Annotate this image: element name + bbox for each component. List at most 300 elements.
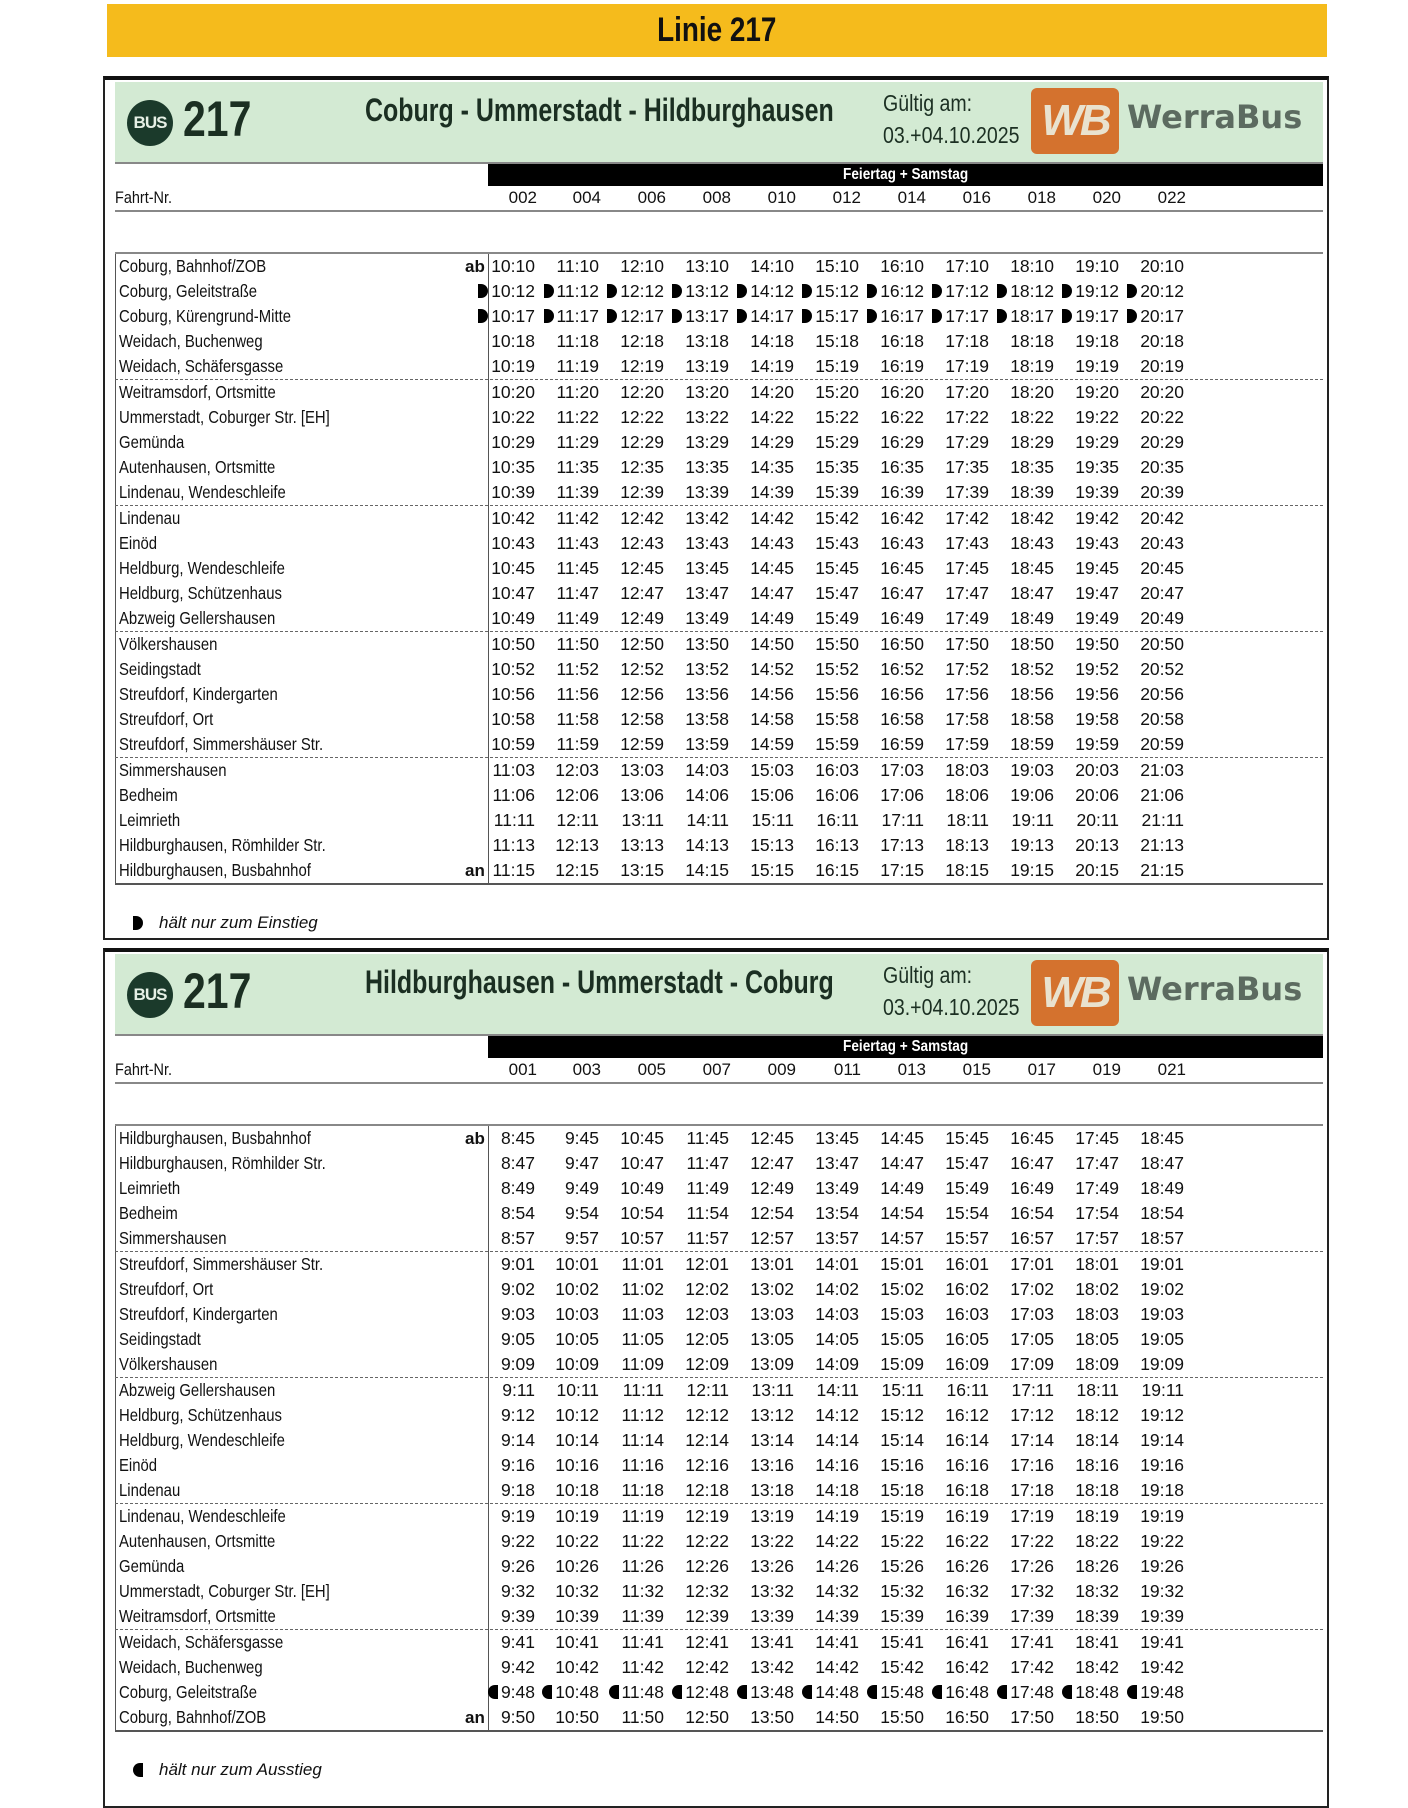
boarding-only-icon: [1127, 309, 1137, 323]
time-value: 10:09: [555, 1354, 599, 1374]
departure-time: [860, 331, 924, 352]
time-value: 12:11: [556, 810, 599, 830]
time-value: 19:12: [1140, 1405, 1184, 1425]
stop-name: Streufdorf, Ort: [119, 709, 214, 729]
departure-time: [1120, 331, 1184, 352]
table-row: [115, 430, 1323, 455]
time-value: 13:19: [685, 356, 729, 376]
trip-number: 011: [833, 1060, 861, 1079]
time-value: 16:18: [880, 331, 924, 351]
departure-time: [990, 760, 1054, 781]
time-value: 10:22: [555, 1531, 599, 1551]
departure-time: [990, 1329, 1054, 1350]
time-value: 13:15: [620, 860, 664, 880]
departure-time: [990, 1657, 1054, 1678]
time-value: 18:05: [1075, 1329, 1119, 1349]
departure-time: [990, 634, 1054, 655]
time-value: 20:29: [1140, 432, 1184, 452]
departure-time: [990, 1128, 1054, 1149]
time-value: 16:52: [880, 659, 924, 679]
departure-time: [535, 1380, 599, 1401]
time-value: 13:58: [685, 709, 729, 729]
departure-time: [990, 1279, 1054, 1300]
departure-time: [665, 1228, 729, 1249]
time-value: 18:49: [1140, 1178, 1184, 1198]
time-value: 20:52: [1140, 659, 1184, 679]
departure-time: [471, 659, 535, 680]
departure-time: [990, 659, 1054, 680]
time-value: 15:47: [815, 583, 859, 603]
departure-time: [600, 482, 664, 503]
time-value: 10:39: [555, 1606, 599, 1626]
time-value: 16:13: [815, 835, 859, 855]
time-value: 17:19: [1010, 1506, 1054, 1526]
departure-time: [535, 785, 599, 806]
time-value: 17:42: [1010, 1657, 1054, 1677]
departure-time: [1055, 1354, 1119, 1375]
departure-time: [730, 583, 794, 604]
time-value: 14:02: [815, 1279, 859, 1299]
time-value: 12:42: [685, 1657, 729, 1677]
time-value: 14:42: [750, 508, 794, 528]
stop-name: Leimrieth: [119, 1178, 181, 1198]
time-value: 16:35: [880, 457, 924, 477]
time-value: 17:20: [945, 382, 989, 402]
departure-time: [860, 457, 924, 478]
time-value: 9:39: [500, 1606, 535, 1626]
time-value: 20:43: [1140, 533, 1184, 553]
departure-time: [535, 256, 599, 277]
time-value: 17:22: [1010, 1531, 1054, 1551]
departure-time: [471, 1354, 535, 1375]
departure-time: [795, 734, 859, 755]
time-value: 20:03: [1075, 760, 1119, 780]
time-value: 17:45: [945, 558, 989, 578]
stop-name: Völkershausen: [119, 634, 218, 654]
departure-time: [860, 810, 924, 831]
time-value: 11:52: [556, 659, 599, 679]
departure-time: [600, 432, 664, 453]
time-value: 19:13: [1010, 835, 1054, 855]
time-value: 12:58: [620, 709, 664, 729]
time-value: 18:41: [1075, 1632, 1119, 1652]
departure-time: [665, 860, 729, 881]
time-value: 19:15: [1010, 860, 1054, 880]
departure-time: [471, 1128, 535, 1149]
departure-time: [600, 1556, 664, 1577]
time-value: 16:09: [945, 1354, 989, 1374]
departure-time: [471, 407, 535, 428]
time-value: 20:56: [1140, 684, 1184, 704]
stop-name: Simmershausen: [119, 760, 227, 780]
departure-time: [600, 1405, 664, 1426]
time-value: 11:59: [556, 734, 599, 754]
trip-number: 014: [897, 188, 926, 207]
departure-time: [471, 810, 535, 831]
calendar-label: Feiertag + Samstag: [842, 166, 969, 183]
departure-time: [1120, 1531, 1184, 1552]
time-value: 15:18: [880, 1480, 924, 1500]
departure-time: [795, 659, 859, 680]
time-value: 10:49: [620, 1178, 664, 1198]
departure-time: [471, 1405, 535, 1426]
time-value: 17:05: [1010, 1329, 1054, 1349]
departure-time: [471, 508, 535, 529]
time-value: 17:14: [1010, 1430, 1054, 1450]
departure-time: [990, 1380, 1054, 1401]
time-value: 16:15: [815, 860, 859, 880]
time-value: 18:18: [1010, 331, 1054, 351]
departure-time: [795, 1455, 859, 1476]
boarding-only-icon: [544, 284, 554, 298]
departure-time: [1055, 1304, 1119, 1325]
table-row: [115, 455, 1323, 480]
time-value: 11:39: [556, 482, 599, 502]
departure-time: [471, 356, 535, 377]
time-value: 15:01: [880, 1254, 924, 1274]
time-value: 15:45: [945, 1128, 989, 1148]
time-value: 10:20: [491, 382, 535, 402]
departure-time: [1120, 306, 1184, 327]
trip-number: 012: [832, 188, 861, 207]
departure-time: [795, 810, 859, 831]
time-value: 16:54: [1010, 1203, 1054, 1223]
departure-time: [990, 734, 1054, 755]
departure-time: [1120, 558, 1184, 579]
time-value: 13:42: [685, 508, 729, 528]
stop-name: Hildburghausen, Busbahnhof: [119, 1128, 311, 1148]
time-value: 13:45: [685, 558, 729, 578]
departure-time: [1120, 1178, 1184, 1199]
time-value: 16:10: [880, 256, 924, 276]
departure-time: [860, 634, 924, 655]
time-value: 15:19: [880, 1506, 924, 1526]
stop-name: Lindenau: [119, 1480, 181, 1500]
time-value: 13:32: [750, 1581, 794, 1601]
departure-time: [860, 1430, 924, 1451]
departure-time: [860, 1380, 924, 1401]
time-value: 16:11: [816, 810, 859, 830]
departure-time: [925, 482, 989, 503]
departure-time: [925, 1128, 989, 1149]
time-value: 17:52: [945, 659, 989, 679]
boarding-only-icon: [672, 284, 682, 298]
stop-flag: an: [465, 860, 485, 880]
time-value: 10:22: [491, 407, 535, 427]
departure-time: [535, 1632, 599, 1653]
time-value: 18:06: [945, 785, 989, 805]
departure-time: [471, 432, 535, 453]
departure-time: [665, 1153, 729, 1174]
departure-time: [1055, 810, 1119, 831]
time-value: 12:22: [620, 407, 664, 427]
departure-time: [860, 1632, 924, 1653]
departure-time: [1055, 1228, 1119, 1249]
time-value: 19:43: [1075, 533, 1119, 553]
time-value: 19:12: [1075, 281, 1119, 301]
departure-time: [1055, 1531, 1119, 1552]
departure-time: [795, 356, 859, 377]
time-value: 13:59: [685, 734, 729, 754]
time-value: 12:01: [685, 1254, 729, 1274]
departure-time: [471, 1632, 535, 1653]
time-value: 11:12: [621, 1405, 664, 1425]
departure-time: [471, 533, 535, 554]
time-value: 15:12: [815, 281, 859, 301]
departure-time: [471, 558, 535, 579]
departure-time: [1120, 835, 1184, 856]
departure-time: [600, 1228, 664, 1249]
time-value: 15:57: [945, 1228, 989, 1248]
time-value: 11:56: [556, 684, 599, 704]
time-value: 19:59: [1075, 734, 1119, 754]
boarding-only-icon: [997, 284, 1007, 298]
departure-time: [1055, 709, 1119, 730]
time-value: 12:09: [685, 1354, 729, 1374]
table-row: [115, 1176, 1323, 1201]
departure-time: [1055, 1153, 1119, 1174]
departure-time: [471, 1455, 535, 1476]
time-value: 9:45: [564, 1128, 599, 1148]
departure-time: [795, 1682, 859, 1703]
time-value: 17:43: [945, 533, 989, 553]
time-value: 10:11: [556, 1380, 599, 1400]
departure-time: [795, 634, 859, 655]
alighting-only-icon: [997, 1685, 1007, 1699]
time-value: 10:42: [491, 508, 535, 528]
departure-time: [990, 684, 1054, 705]
departure-time: [990, 1556, 1054, 1577]
departure-time: [730, 1581, 794, 1602]
departure-time: [990, 709, 1054, 730]
time-value: 17:35: [945, 457, 989, 477]
departure-time: [471, 281, 535, 302]
stop-name: Heldburg, Schützenhaus: [119, 583, 282, 603]
time-value: 12:14: [685, 1430, 729, 1450]
departure-time: [1120, 608, 1184, 629]
departure-time: [1120, 482, 1184, 503]
time-value: 16:59: [880, 734, 924, 754]
time-value: 9:18: [500, 1480, 535, 1500]
time-value: 15:50: [815, 634, 859, 654]
time-value: 15:49: [945, 1178, 989, 1198]
time-value: 13:05: [750, 1329, 794, 1349]
time-value: 19:47: [1075, 583, 1119, 603]
time-value: 12:50: [620, 634, 664, 654]
departure-time: [600, 1279, 664, 1300]
departure-time: [600, 1304, 664, 1325]
time-value: 19:41: [1140, 1632, 1184, 1652]
departure-time: [665, 1304, 729, 1325]
time-value: 11:47: [556, 583, 599, 603]
departure-time: [471, 306, 535, 327]
departure-time: [795, 1581, 859, 1602]
time-value: 14:52: [750, 659, 794, 679]
departure-time: [860, 860, 924, 881]
departure-time: [860, 1455, 924, 1476]
departure-time: [1055, 1506, 1119, 1527]
time-value: 14:11: [686, 810, 729, 830]
departure-time: [1120, 1506, 1184, 1527]
trip-number-row: [115, 1058, 1323, 1084]
table-row: [115, 1655, 1323, 1680]
departure-time: [795, 256, 859, 277]
time-value: 13:22: [750, 1531, 794, 1551]
time-value: 19:58: [1075, 709, 1119, 729]
departure-time: [1120, 1581, 1184, 1602]
time-value: 20:13: [1075, 835, 1119, 855]
departure-time: [925, 760, 989, 781]
departure-time: [795, 1405, 859, 1426]
departure-time: [600, 1506, 664, 1527]
time-value: 18:50: [1010, 634, 1054, 654]
departure-time: [860, 1203, 924, 1224]
stop-name: Bedheim: [119, 785, 178, 805]
time-value: 18:35: [1010, 457, 1054, 477]
time-value: 14:39: [815, 1606, 859, 1626]
time-value: 8:45: [500, 1128, 535, 1148]
time-value: 12:47: [750, 1153, 794, 1173]
time-value: 9:12: [500, 1405, 535, 1425]
departure-time: [1055, 1178, 1119, 1199]
departure-time: [1055, 1632, 1119, 1653]
departure-time: [600, 508, 664, 529]
time-value: 13:50: [685, 634, 729, 654]
page-title: Linie 217: [657, 11, 777, 49]
departure-time: [471, 1682, 535, 1703]
departure-time: [860, 407, 924, 428]
time-value: 20:35: [1140, 457, 1184, 477]
time-value: 17:49: [945, 608, 989, 628]
departure-time: [1055, 835, 1119, 856]
departure-time: [600, 1430, 664, 1451]
departure-time: [925, 1707, 989, 1728]
boarding-only-icon: [932, 309, 942, 323]
departure-time: [1120, 1228, 1184, 1249]
stop-name: Autenhausen, Ortsmitte: [119, 1531, 276, 1551]
time-value: 17:26: [1010, 1556, 1054, 1576]
time-value: 13:48: [750, 1682, 794, 1702]
time-value: 11:03: [621, 1304, 664, 1324]
time-value: 9:14: [500, 1430, 535, 1450]
time-value: 20:06: [1075, 785, 1119, 805]
departure-time: [600, 306, 664, 327]
departure-time: [535, 734, 599, 755]
departure-time: [795, 1279, 859, 1300]
time-value: 18:19: [1075, 1506, 1119, 1526]
time-value: 16:03: [815, 760, 859, 780]
departure-time: [665, 281, 729, 302]
time-value: 17:22: [945, 407, 989, 427]
departure-time: [795, 608, 859, 629]
stop-flag: an: [465, 1707, 485, 1727]
table-row: [115, 657, 1323, 682]
table-row: [115, 833, 1323, 858]
table-row: [115, 606, 1323, 632]
time-value: 15:09: [880, 1354, 924, 1374]
departure-time: [535, 810, 599, 831]
time-value: 14:32: [815, 1581, 859, 1601]
departure-time: [665, 835, 729, 856]
trip-number: 005: [637, 1060, 666, 1079]
departure-time: [990, 1606, 1054, 1627]
departure-time: [471, 860, 535, 881]
departure-time: [665, 1606, 729, 1627]
departure-time: [730, 533, 794, 554]
stop-name: Hildburghausen, Römhilder Str.: [119, 835, 326, 855]
departure-time: [535, 1405, 599, 1426]
departure-time: [925, 684, 989, 705]
time-value: 12:52: [620, 659, 664, 679]
departure-time: [925, 1380, 989, 1401]
departure-time: [925, 634, 989, 655]
table-row: [115, 329, 1323, 354]
time-value: 12:13: [555, 835, 599, 855]
time-value: 8:54: [500, 1203, 535, 1223]
departure-time: [471, 1329, 535, 1350]
time-value: 16:39: [880, 482, 924, 502]
departure-time: [730, 281, 794, 302]
time-value: 12:16: [685, 1455, 729, 1475]
line-number: 217: [183, 963, 252, 1019]
time-value: 16:42: [945, 1657, 989, 1677]
table-row: [115, 632, 1323, 657]
departure-time: [535, 281, 599, 302]
time-value: 15:54: [945, 1203, 989, 1223]
time-value: 13:03: [750, 1304, 794, 1324]
time-value: 16:16: [945, 1455, 989, 1475]
departure-time: [730, 1531, 794, 1552]
time-value: 21:11: [1141, 810, 1184, 830]
departure-time: [600, 659, 664, 680]
stop-name: Simmershausen: [119, 1228, 227, 1248]
stop-name: Ummerstadt, Coburger Str. [EH]: [119, 407, 330, 427]
time-value: 14:59: [750, 734, 794, 754]
departure-time: [925, 281, 989, 302]
departure-time: [730, 608, 794, 629]
departure-time: [860, 659, 924, 680]
time-value: 15:19: [815, 356, 859, 376]
departure-time: [665, 1632, 729, 1653]
time-value: 17:13: [880, 835, 924, 855]
departure-time: [600, 1480, 664, 1501]
time-value: 17:06: [880, 785, 924, 805]
time-value: 16:43: [880, 533, 924, 553]
time-value: 19:50: [1140, 1707, 1184, 1727]
time-value: 16:49: [1010, 1178, 1054, 1198]
departure-time: [600, 810, 664, 831]
departure-time: [925, 1455, 989, 1476]
departure-time: [730, 306, 794, 327]
departure-time: [925, 1153, 989, 1174]
time-value: 9:19: [500, 1506, 535, 1526]
time-value: 14:03: [685, 760, 729, 780]
departure-time: [860, 785, 924, 806]
time-value: 15:11: [751, 810, 794, 830]
time-value: 18:54: [1140, 1203, 1184, 1223]
departure-time: [795, 457, 859, 478]
departure-time: [665, 583, 729, 604]
departure-time: [535, 1354, 599, 1375]
departure-time: [925, 1430, 989, 1451]
stop-name: Leimrieth: [119, 810, 181, 830]
table-row: [115, 506, 1323, 531]
time-value: 16:03: [945, 1304, 989, 1324]
departure-time: [1055, 1279, 1119, 1300]
departure-time: [730, 1405, 794, 1426]
departure-time: [795, 785, 859, 806]
departure-time: [471, 256, 535, 277]
